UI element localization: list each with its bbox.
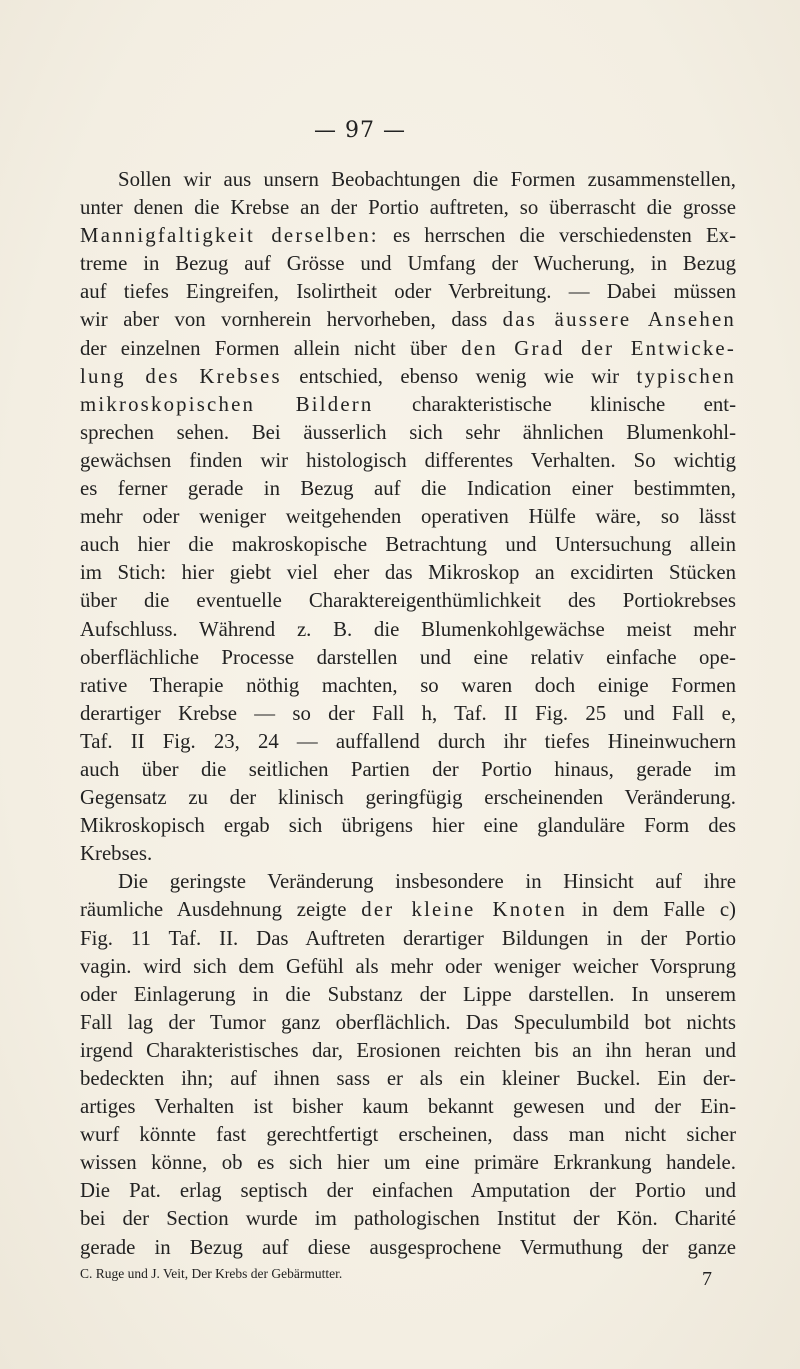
text-segment: sprechen sehen. Bei äusserlich sich sehr ähnlichen Blumenkohl- (80, 420, 736, 444)
text-line (80, 531, 736, 559)
text-line (80, 1177, 736, 1205)
text-segment: wurf könnte fast gerechtfertigt erscheinen, dass man nicht sicher (80, 1123, 736, 1147)
text-line (80, 672, 736, 700)
text-line (80, 840, 736, 868)
text-line (80, 756, 736, 784)
text-line (80, 896, 736, 924)
text-line (80, 1121, 736, 1149)
text-segment: oder Einlagerung in die Substanz der Lippe darstellen. In unserem (80, 982, 736, 1006)
text-segment: gerade in Bezug auf diese ausgesprochene Vermuthung der ganze (80, 1235, 736, 1259)
text-segment: gewächsen finden wir histologisch differentes Verhalten. So wichtig (80, 448, 736, 472)
text-line (80, 1093, 736, 1121)
text-segment: wir aber von vornherein hervorheben, dass (80, 308, 503, 332)
text-segment: auch hier die makroskopische Betrachtung und Untersuchung allein (80, 533, 736, 557)
text-line (80, 868, 736, 896)
text-line (80, 981, 736, 1009)
text-line (80, 925, 736, 953)
text-line (80, 363, 736, 391)
text-line (80, 475, 736, 503)
text-segment: es ferner gerade in Bezug auf die Indication einer bestimmten, (80, 477, 736, 501)
spaced-emphasis: mikroskopischen Bildern (80, 392, 374, 416)
text-segment: räumliche Ausdehnung zeigte (80, 898, 362, 922)
text-line (80, 1234, 736, 1262)
text-line (80, 419, 736, 447)
text-segment: charakteristische klinische ent- (373, 392, 737, 416)
text-segment: Fig. 11 Taf. II. Das Auftreten derartiger Bildungen in der Portio (80, 926, 736, 950)
text-segment: der einzelnen Formen allein nicht über (80, 336, 462, 360)
text-line (80, 587, 736, 615)
text-line (80, 616, 736, 644)
text-line (80, 391, 736, 419)
text-segment: im Stich: hier giebt viel eher das Mikroskop an excidirten Stücken (80, 561, 736, 585)
text-segment: bei der Section wurde im pathologischen Institut der Kön. Charité (80, 1207, 736, 1231)
text-segment: Krebses. (80, 842, 153, 866)
spaced-emphasis: den Grad der Entwicke- (461, 336, 736, 360)
text-segment: in dem Falle c) (566, 898, 736, 922)
text-segment: Die geringste Veränderung insbesondere in Hinsicht auf ihre (118, 870, 736, 894)
text-segment: derartiger Krebse — so der Fall h, Taf. II Fig. 25 und Fall e, (80, 701, 736, 725)
text-segment: vagin. wird sich dem Gefühl als mehr oder weniger weicher Vorsprung (80, 954, 736, 978)
text-segment: auf tiefes Eingreifen, Isolirtheit oder Verbreitung. — Dabei müssen (80, 280, 736, 304)
text-segment: bedeckten ihn; auf ihnen sass er als ein kleiner Buckel. Ein der- (80, 1067, 736, 1090)
spaced-emphasis: typischen (636, 364, 736, 388)
text-line (80, 1037, 736, 1065)
text-segment: oberflächliche Processe darstellen und eine relativ einfache ope- (80, 645, 736, 669)
text-line (80, 1205, 736, 1233)
text-line (80, 250, 736, 278)
text-line (80, 812, 736, 840)
text-segment: Die Pat. erlag septisch der einfachen Amputation der Portio und (80, 1179, 736, 1203)
text-segment: über die eventuelle Charaktereigenthümlichkeit des Portiokrebses (80, 589, 736, 613)
text-line (80, 1009, 736, 1037)
text-segment: mehr oder weniger weitgehenden operativen Hülfe wäre, so lässt (80, 505, 736, 529)
text-line (80, 1065, 736, 1093)
text-line (80, 503, 736, 531)
spaced-emphasis: lung des Krebses (80, 364, 282, 388)
text-line (80, 700, 736, 728)
spaced-emphasis: Mannigfaltigkeit derselben: (80, 224, 379, 248)
text-segment: wissen könne, ob es sich hier um eine primäre Erkrankung handele. (80, 1151, 736, 1175)
text-line (80, 166, 736, 194)
page-footer (80, 1266, 736, 1291)
text-segment: Taf. II Fig. 23, 24 — auffallend durch ihr tiefes Hineinwuchern (80, 729, 736, 753)
text-segment: Sollen wir aus unsern Beobachtungen die Formen zusammenstellen, (118, 168, 736, 191)
text-line (80, 278, 736, 306)
spaced-emphasis: das äussere Ansehen (502, 308, 736, 332)
text-line (80, 1149, 736, 1177)
text-segment: Mikroskopisch ergab sich übrigens hier eine glanduläre Form des (80, 814, 736, 838)
text-segment: Gegensatz zu der klinisch geringfügig erscheinenden Veränderung. (80, 786, 736, 810)
text-line (80, 784, 736, 812)
text-line (80, 194, 736, 222)
text-line (80, 306, 736, 334)
text-segment: es herrschen die verschiedensten Ex- (378, 224, 736, 248)
footer-citation: C. Ruge und J. Veit, Der Krebs der Gebärmutter. (80, 1266, 343, 1281)
signature-mark: 7 (702, 1268, 712, 1290)
text-segment: artiges Verhalten ist bisher kaum bekannt gewesen und der Ein- (80, 1095, 736, 1119)
text-segment: auch über die seitlichen Partien der Portio hinaus, gerade im (80, 757, 736, 781)
text-line (80, 447, 736, 475)
text-segment: Fall lag der Tumor ganz oberflächlich. Das Speculumbild bot nichts (80, 1010, 736, 1034)
text-line (80, 953, 736, 981)
text-line (80, 559, 736, 587)
page-number: — 97 — (314, 118, 406, 143)
spaced-emphasis: der kleine Knoten (361, 898, 567, 922)
text-line (80, 644, 736, 672)
text-segment: Aufschluss. Während z. B. die Blumenkohlgewächse meist mehr (80, 617, 736, 641)
text-segment: treme in Bezug auf Grösse und Umfang der Wucherung, in Bezug (80, 252, 736, 276)
body-text (80, 166, 736, 1262)
text-line (80, 728, 736, 756)
text-segment: entschied, ebenso wenig wie wir (281, 364, 637, 388)
text-segment: unter denen die Krebse an der Portio auftreten, so überrascht die grosse (80, 196, 736, 220)
text-line (80, 335, 736, 363)
text-line (80, 222, 736, 250)
text-segment: rative Therapie nöthig machten, so waren doch einige Formen (80, 673, 736, 697)
text-segment: irgend Charakteristisches dar, Erosionen reichten bis an ihn heran und (80, 1038, 736, 1062)
